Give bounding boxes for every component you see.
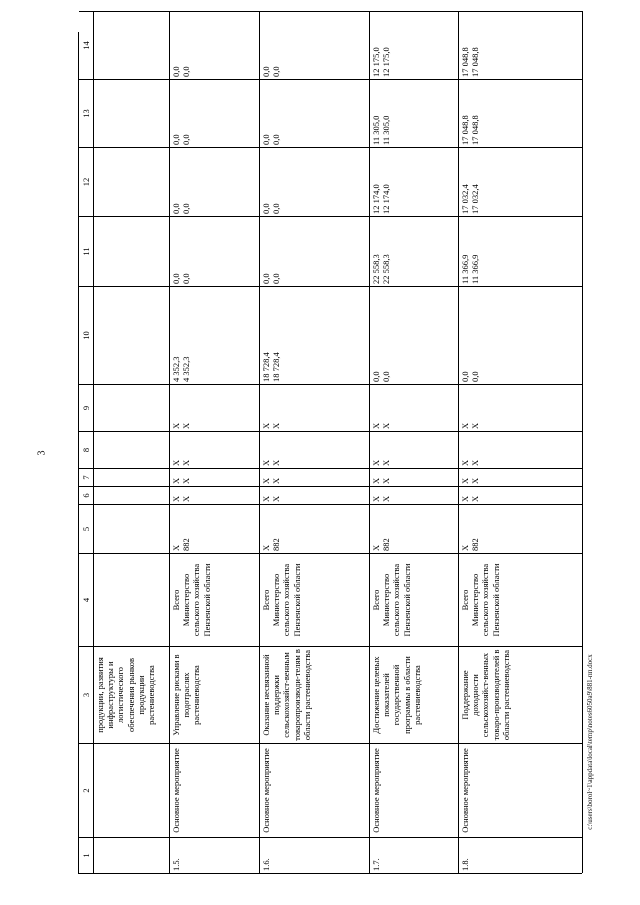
value-cell-c8 bbox=[459, 431, 583, 468]
activity-type: Основное мероприятие bbox=[171, 748, 181, 833]
value-cell-c11 bbox=[260, 216, 370, 286]
value-cell-c11 bbox=[459, 216, 583, 286]
value-ministry: X bbox=[470, 459, 481, 466]
value-total: X bbox=[171, 544, 181, 551]
value-total: X bbox=[460, 459, 470, 466]
row-number-cell bbox=[459, 837, 583, 873]
header-cell: 4 bbox=[79, 553, 94, 646]
activity-name-cell bbox=[260, 646, 370, 743]
program-table bbox=[78, 32, 582, 874]
value-ministry: X bbox=[271, 459, 282, 466]
executor-total: Всего bbox=[171, 589, 181, 611]
value-ministry: X bbox=[181, 495, 192, 502]
value-total: X bbox=[460, 544, 470, 551]
executor-ministry: Министерство сельского хозяйства Пензенской области bbox=[271, 563, 302, 637]
row-number-cell bbox=[260, 837, 370, 873]
value-ministry: X bbox=[271, 422, 282, 429]
header-cell: 1 bbox=[79, 837, 94, 873]
header-cell: 10 bbox=[79, 286, 94, 384]
executor-cell bbox=[170, 553, 260, 646]
value-total: 0,0 bbox=[261, 66, 271, 77]
file-path-footer: c:\users\borol~1\appdata\local\temp\notes6050a9\881-пп.docx bbox=[586, 654, 594, 830]
value-total: X bbox=[460, 495, 470, 502]
value-cell-c6 bbox=[260, 486, 370, 504]
value-ministry: 0,0 bbox=[181, 203, 192, 214]
value-total: X bbox=[171, 459, 181, 466]
header-cell: 3 bbox=[79, 646, 94, 743]
activity-name: Оказание несвязанной поддержки сельскохозяйст-венным товаропроизводи-телям в области растениеводства bbox=[261, 649, 312, 741]
header-cell: 11 bbox=[79, 216, 94, 286]
executor-ministry: Министерство сельского хозяйства Пензенской области bbox=[381, 563, 412, 637]
value-total: 0,0 bbox=[261, 273, 271, 284]
executor-ministry: Министерство сельского хозяйства Пензенской области bbox=[470, 563, 501, 637]
value-total: X bbox=[261, 422, 271, 429]
value-total: X bbox=[171, 495, 181, 502]
value-cell-c10 bbox=[170, 286, 260, 384]
activity-name: Управление рисками в подотраслях растениеводства bbox=[171, 654, 202, 736]
value-ministry: 0,0 bbox=[181, 273, 192, 284]
activity-type: Основное мероприятие bbox=[261, 748, 271, 833]
row-number-cell bbox=[370, 837, 459, 873]
value-cell-c6 bbox=[170, 486, 260, 504]
value-cell-c10 bbox=[459, 286, 583, 384]
header-cell: 9 bbox=[79, 384, 94, 431]
value-ministry: 4 352,3 bbox=[181, 356, 192, 382]
value-cell-c14 bbox=[170, 11, 260, 79]
empty-cell bbox=[94, 431, 170, 468]
value-ministry: 17 048,8 bbox=[470, 115, 481, 145]
activity-name: Достижение целевых показателей государственной программы в области растениеводства bbox=[371, 656, 422, 734]
value-ministry: X bbox=[181, 477, 192, 484]
value-total: X bbox=[261, 477, 271, 484]
value-cell-c5 bbox=[170, 504, 260, 553]
executor-total: Всего bbox=[261, 589, 271, 611]
value-cell-c7 bbox=[459, 468, 583, 486]
value-total: 17 032,4 bbox=[460, 184, 470, 214]
value-ministry: 882 bbox=[470, 538, 481, 551]
row-number: 1.6. bbox=[261, 858, 271, 871]
page-number: 3 bbox=[36, 450, 48, 456]
value-total: 12 175,0 bbox=[371, 47, 381, 77]
value-cell-c13 bbox=[370, 79, 459, 147]
value-ministry: 18 728,4 bbox=[271, 352, 282, 382]
empty-cell bbox=[94, 468, 170, 486]
executor-total: Всего bbox=[460, 589, 470, 611]
value-cell-c5 bbox=[260, 504, 370, 553]
activity-name-cell bbox=[170, 646, 260, 743]
value-cell-c8 bbox=[260, 431, 370, 468]
value-cell-c7 bbox=[370, 468, 459, 486]
value-cell-c12 bbox=[370, 147, 459, 216]
value-ministry: 0,0 bbox=[271, 203, 282, 214]
value-ministry: 11 366,9 bbox=[470, 254, 481, 284]
value-ministry: 0,0 bbox=[181, 66, 192, 77]
value-ministry: 0,0 bbox=[271, 273, 282, 284]
value-ministry: 0,0 bbox=[271, 134, 282, 145]
empty-cell bbox=[94, 11, 170, 79]
empty-cell bbox=[94, 216, 170, 286]
value-ministry: X bbox=[470, 477, 481, 484]
value-cell-c14 bbox=[260, 11, 370, 79]
header-cell: 14 bbox=[79, 11, 94, 79]
value-ministry: 882 bbox=[381, 538, 392, 551]
activity-type: Основное мероприятие bbox=[371, 748, 381, 833]
value-cell-c9 bbox=[459, 384, 583, 431]
value-cell-c10 bbox=[260, 286, 370, 384]
value-ministry: X bbox=[470, 495, 481, 502]
value-ministry: X bbox=[271, 495, 282, 502]
value-total: X bbox=[261, 459, 271, 466]
value-cell-c13 bbox=[260, 79, 370, 147]
value-total: 17 048,8 bbox=[460, 47, 470, 77]
value-total: 18 728,4 bbox=[261, 352, 271, 382]
value-cell-c12 bbox=[459, 147, 583, 216]
program-table-wrapper bbox=[78, 32, 582, 874]
header-cell: 13 bbox=[79, 79, 94, 147]
row-number-cell bbox=[170, 837, 260, 873]
value-ministry: X bbox=[181, 422, 192, 429]
value-cell-c12 bbox=[170, 147, 260, 216]
value-ministry: 17 032,4 bbox=[470, 184, 481, 214]
value-ministry: 882 bbox=[271, 538, 282, 551]
empty-cell bbox=[94, 147, 170, 216]
value-ministry: 0,0 bbox=[271, 66, 282, 77]
value-total: X bbox=[261, 495, 271, 502]
header-cell: 7 bbox=[79, 468, 94, 486]
activity-type-cell bbox=[260, 743, 370, 837]
value-total: 12 174,0 bbox=[371, 184, 381, 214]
value-cell-c8 bbox=[170, 431, 260, 468]
value-ministry: 12 174,0 bbox=[381, 184, 392, 214]
activity-name: Поддержание доходности сельскохозяйст-венных товаро-производителей в области растениеводства bbox=[460, 649, 511, 741]
executor-cell bbox=[260, 553, 370, 646]
empty-cell bbox=[94, 286, 170, 384]
executor-cell bbox=[459, 553, 583, 646]
header-cell: 5 bbox=[79, 504, 94, 553]
value-ministry: X bbox=[381, 459, 392, 466]
value-ministry: 12 175,0 bbox=[381, 47, 392, 77]
value-total: 0,0 bbox=[460, 371, 470, 382]
value-total: 0,0 bbox=[261, 203, 271, 214]
header-cell: 8 bbox=[79, 431, 94, 468]
empty-cell bbox=[94, 504, 170, 553]
value-total: X bbox=[371, 459, 381, 466]
value-ministry: 0,0 bbox=[181, 134, 192, 145]
value-total: X bbox=[371, 544, 381, 551]
value-cell-c14 bbox=[459, 11, 583, 79]
activity-type-cell bbox=[370, 743, 459, 837]
value-total: 4 352,3 bbox=[171, 356, 181, 382]
value-cell-c9 bbox=[170, 384, 260, 431]
empty-cell bbox=[94, 553, 170, 646]
activity-type: Основное мероприятие bbox=[460, 748, 470, 833]
value-ministry: X bbox=[181, 459, 192, 466]
value-total: X bbox=[371, 495, 381, 502]
value-cell-c13 bbox=[170, 79, 260, 147]
value-cell-c14 bbox=[370, 11, 459, 79]
empty-cell bbox=[94, 837, 170, 873]
value-total: 0,0 bbox=[171, 134, 181, 145]
value-cell-c9 bbox=[260, 384, 370, 431]
value-total: X bbox=[261, 544, 271, 551]
value-cell-c5 bbox=[459, 504, 583, 553]
value-total: 11 305,0 bbox=[371, 115, 381, 145]
value-ministry: X bbox=[381, 422, 392, 429]
empty-cell bbox=[94, 743, 170, 837]
value-total: X bbox=[460, 477, 470, 484]
value-cell-c7 bbox=[170, 468, 260, 486]
value-total: 0,0 bbox=[261, 134, 271, 145]
value-ministry: X bbox=[470, 422, 481, 429]
value-cell-c11 bbox=[370, 216, 459, 286]
value-total: 17 048,8 bbox=[460, 115, 470, 145]
value-total: X bbox=[171, 422, 181, 429]
empty-cell bbox=[94, 79, 170, 147]
value-total: 11 366,9 bbox=[460, 254, 470, 284]
value-ministry: 882 bbox=[181, 538, 192, 551]
activity-name-cell bbox=[370, 646, 459, 743]
row-number: 1.5. bbox=[171, 858, 181, 871]
value-ministry: X bbox=[271, 477, 282, 484]
value-ministry: 11 305,0 bbox=[381, 115, 392, 145]
header-cell: 2 bbox=[79, 743, 94, 837]
value-ministry: 22 558,3 bbox=[381, 254, 392, 284]
value-total: X bbox=[371, 477, 381, 484]
executor-total: Всего bbox=[371, 589, 381, 611]
value-cell-c5 bbox=[370, 504, 459, 553]
header-cell: 12 bbox=[79, 147, 94, 216]
value-total: 0,0 bbox=[171, 273, 181, 284]
value-cell-c9 bbox=[370, 384, 459, 431]
value-total: X bbox=[171, 477, 181, 484]
value-cell-c12 bbox=[260, 147, 370, 216]
activity-type-cell bbox=[459, 743, 583, 837]
value-total: X bbox=[371, 422, 381, 429]
continued-activity-name: продукции, развития инфраструктуры и логистического обеспечения рынков продукции растениеводства bbox=[95, 657, 157, 733]
value-total: X bbox=[460, 422, 470, 429]
value-ministry: X bbox=[381, 495, 392, 502]
activity-name-cell bbox=[459, 646, 583, 743]
value-total: 0,0 bbox=[371, 371, 381, 382]
value-ministry: X bbox=[381, 477, 392, 484]
value-cell-c13 bbox=[459, 79, 583, 147]
value-total: 0,0 bbox=[171, 66, 181, 77]
value-cell-c7 bbox=[260, 468, 370, 486]
row-number: 1.7. bbox=[371, 858, 381, 871]
value-cell-c11 bbox=[170, 216, 260, 286]
executor-cell bbox=[370, 553, 459, 646]
value-cell-c6 bbox=[370, 486, 459, 504]
value-ministry: 0,0 bbox=[381, 371, 392, 382]
value-cell-c6 bbox=[459, 486, 583, 504]
value-ministry: 17 048,8 bbox=[470, 47, 481, 77]
value-cell-c10 bbox=[370, 286, 459, 384]
value-cell-c8 bbox=[370, 431, 459, 468]
empty-cell bbox=[94, 384, 170, 431]
empty-cell bbox=[94, 486, 170, 504]
row-number: 1.8. bbox=[460, 858, 470, 871]
value-total: 0,0 bbox=[171, 203, 181, 214]
activity-type-cell bbox=[170, 743, 260, 837]
executor-ministry: Министерство сельского хозяйства Пензенской области bbox=[181, 563, 212, 637]
header-cell: 6 bbox=[79, 486, 94, 504]
continued-name-cell bbox=[94, 646, 170, 743]
value-total: 22 558,3 bbox=[371, 254, 381, 284]
value-ministry: 0,0 bbox=[470, 371, 481, 382]
